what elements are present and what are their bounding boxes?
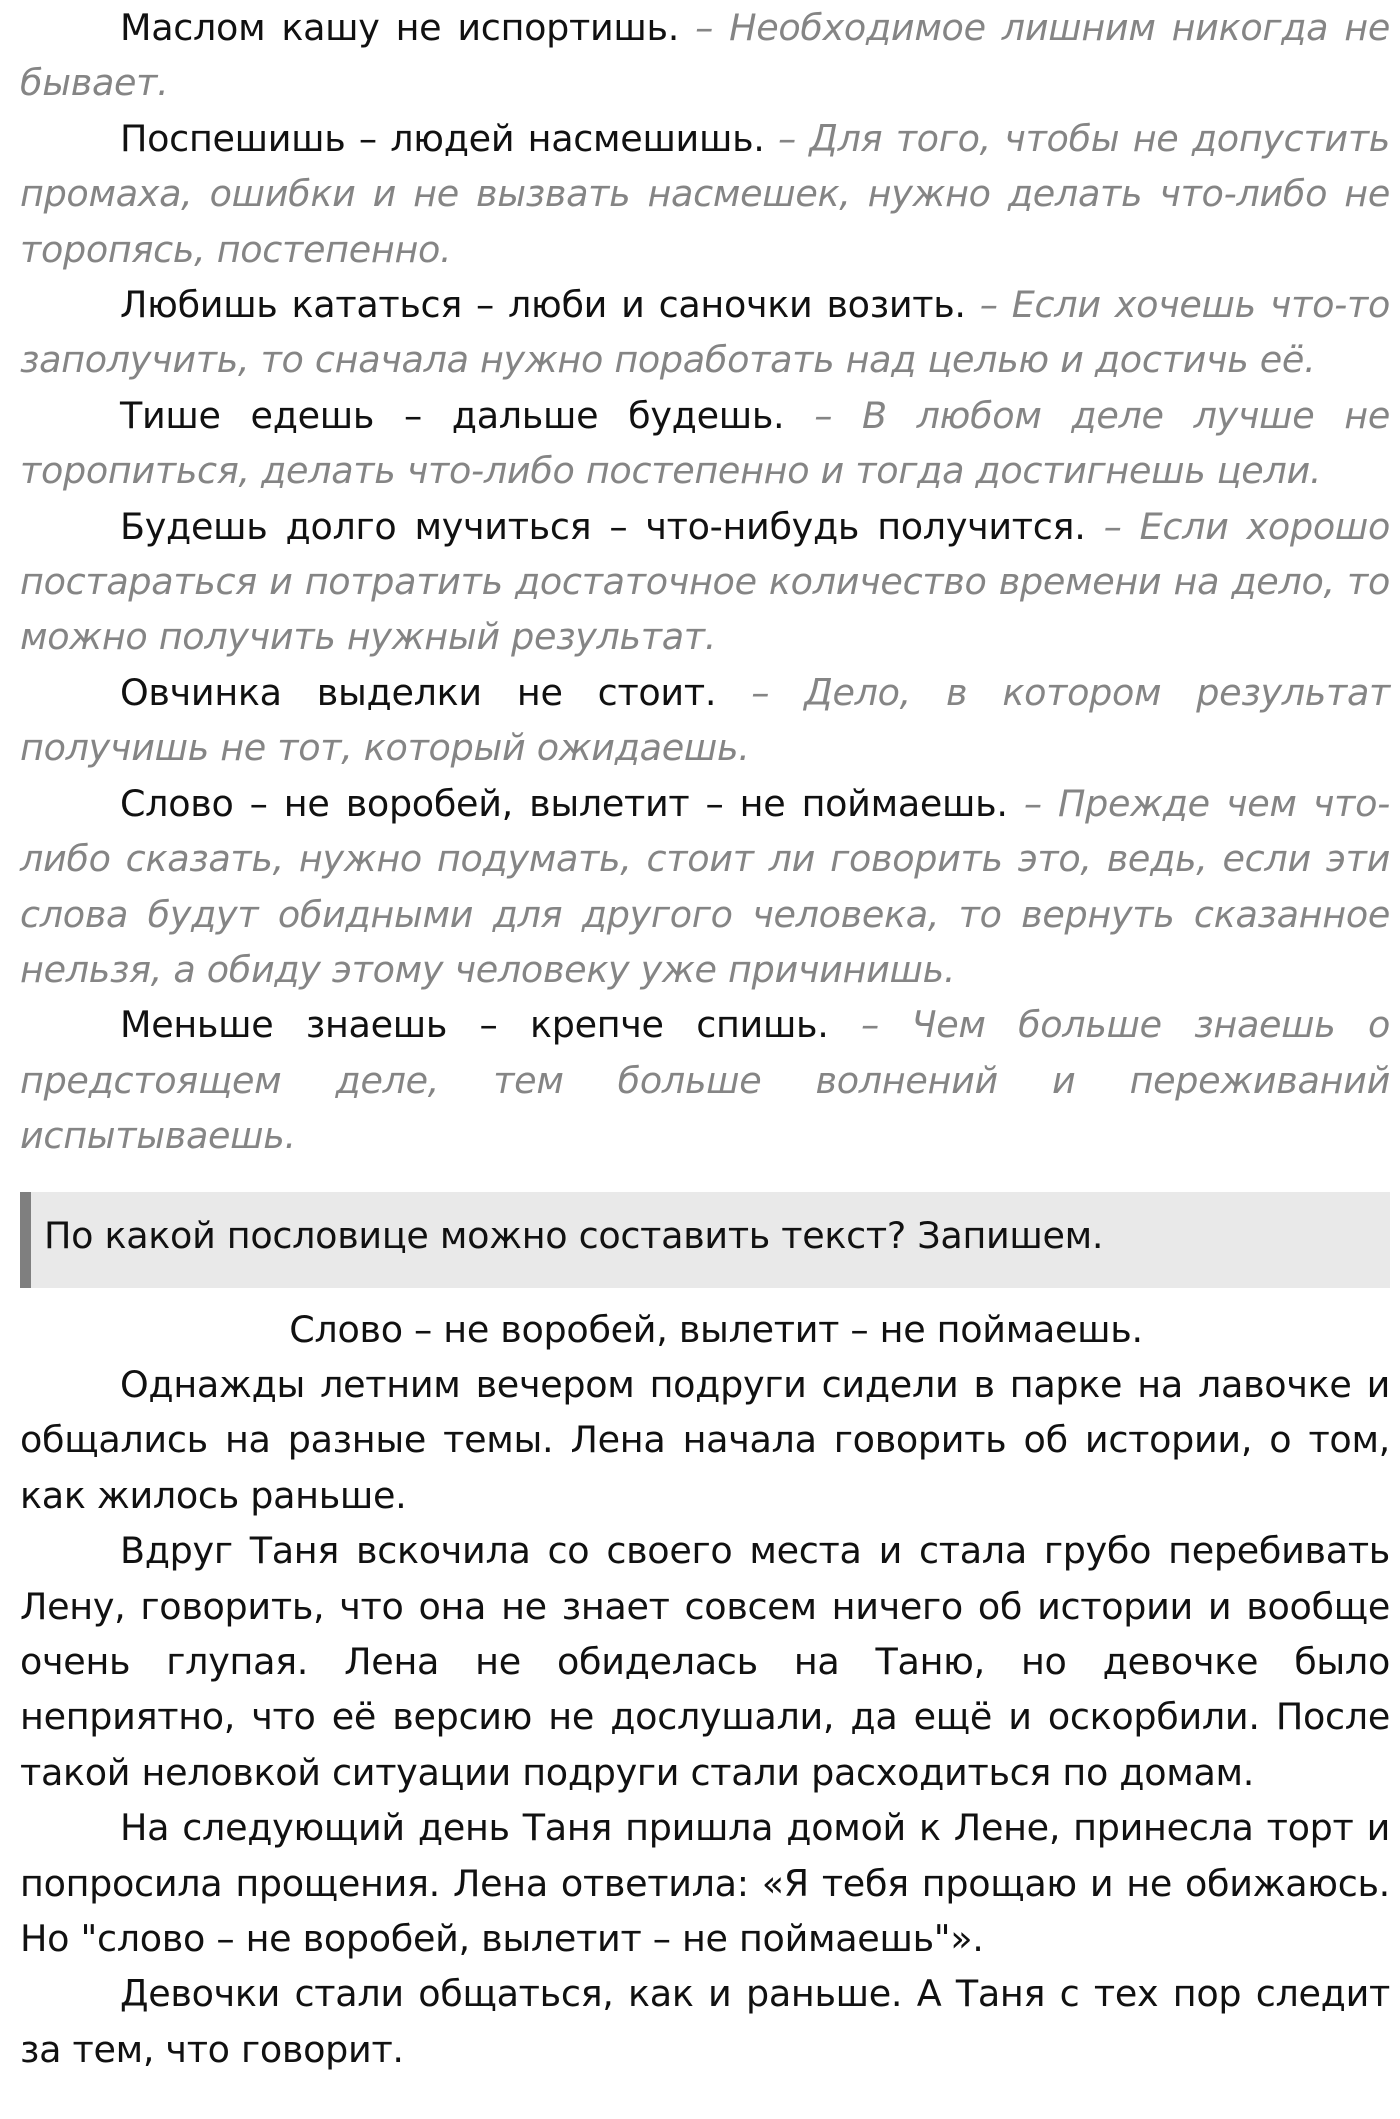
story-paragraph: Однажды летним вечером подруги сидели в парке на лавочке и общались на разные темы. Лена начала говорить об истории, о том, как жилось раньше.	[20, 1362, 1390, 1517]
proverb-text: Любишь кататься – люби и саночки возить.	[120, 283, 966, 327]
proverb-meaning: – Прежде чем что-либо сказать, нужно подумать, стоит ли говорить это, ведь, если эти слова будут обидными для другого человека, то вернуть сказанное нельзя, а обиду этому человеку уже причинишь.	[20, 781, 1390, 991]
proverb-entry	[20, 776, 1390, 998]
proverb-entry	[20, 277, 1390, 388]
story-paragraph: Девочки стали общаться, как и раньше. А Таня с тех пор следит за тем, что говорит.	[20, 1972, 1390, 2071]
story-body	[20, 1357, 1390, 2077]
proverb-meaning: – Для того, чтобы не допустить промаха, ошибки и не вызвать насмешек, нужно делать что-либо не торопясь, постепенно.	[20, 116, 1391, 271]
proverb-entry	[20, 388, 1390, 499]
question-callout	[20, 1192, 1390, 1288]
document-page	[20, 0, 1390, 2077]
proverb-meaning: – В любом деле лучше не торопиться, делать что-либо постепенно и тогда достигнешь цели.	[20, 393, 1390, 493]
proverb-entry	[20, 499, 1390, 665]
proverb-meaning: – Необходимое лишним никогда не бывает.	[20, 6, 1391, 105]
story-paragraph: Вдруг Таня вскочила со своего места и стала грубо перебивать Лену, говорить, что она не знает совсем ничего об истории и вообще очень глупая. Лена не обиделась на Таню, но девочке было неприятно, что её версию не дослушали, да ещё и оскорбили. После такой неловкой ситуации подруги стали расходиться по домам.	[20, 1529, 1390, 1794]
proverb-meaning: – Чем больше знаешь о предстоящем деле, тем больше волнений и переживаний испытываешь.	[20, 1003, 1390, 1158]
proverb-list	[20, 0, 1390, 1164]
proverb-meaning: – Если хорошо постараться и потратить достаточное количество времени на дело, то можно получить нужный результат.	[20, 504, 1390, 659]
proverb-text: Маслом кашу не испортишь.	[120, 6, 680, 49]
proverb-entry	[20, 111, 1390, 277]
question-text: По какой пословице можно составить текст? Запишем.	[44, 1213, 1104, 1257]
proverb-entry	[20, 997, 1390, 1163]
story-paragraph: На следующий день Таня пришла домой к Лене, принесла торт и попросила прощения. Лена ответила: «Я тебя прощаю и не обижаюсь. Но "слово – не воробей, вылетит – не поймаешь"».	[20, 1806, 1390, 1960]
proverb-text: Будешь долго мучиться – что-нибудь получится.	[120, 504, 1086, 548]
proverb-meaning: – Дело, в котором результат получишь не тот, который ожидаешь.	[20, 670, 1390, 770]
proverb-meaning: – Если хочешь что-то заполучить, то сначала нужно поработать над целью и достичь её.	[20, 283, 1390, 382]
proverb-entry	[20, 0, 1390, 111]
proverb-text: Поспешишь – людей насмешишь.	[120, 116, 765, 160]
proverb-text: Слово – не воробей, вылетит – не поймаешь.	[120, 781, 1008, 825]
proverb-text: Овчинка выделки не стоит.	[120, 670, 717, 714]
proverb-text: Меньше знаешь – крепче спишь.	[120, 1003, 829, 1047]
story-title: Слово – не воробей, вылетит – не поймаешь.	[289, 1307, 1143, 1351]
proverb-entry	[20, 665, 1390, 776]
proverb-text: Тише едешь – дальше будешь.	[120, 393, 785, 437]
